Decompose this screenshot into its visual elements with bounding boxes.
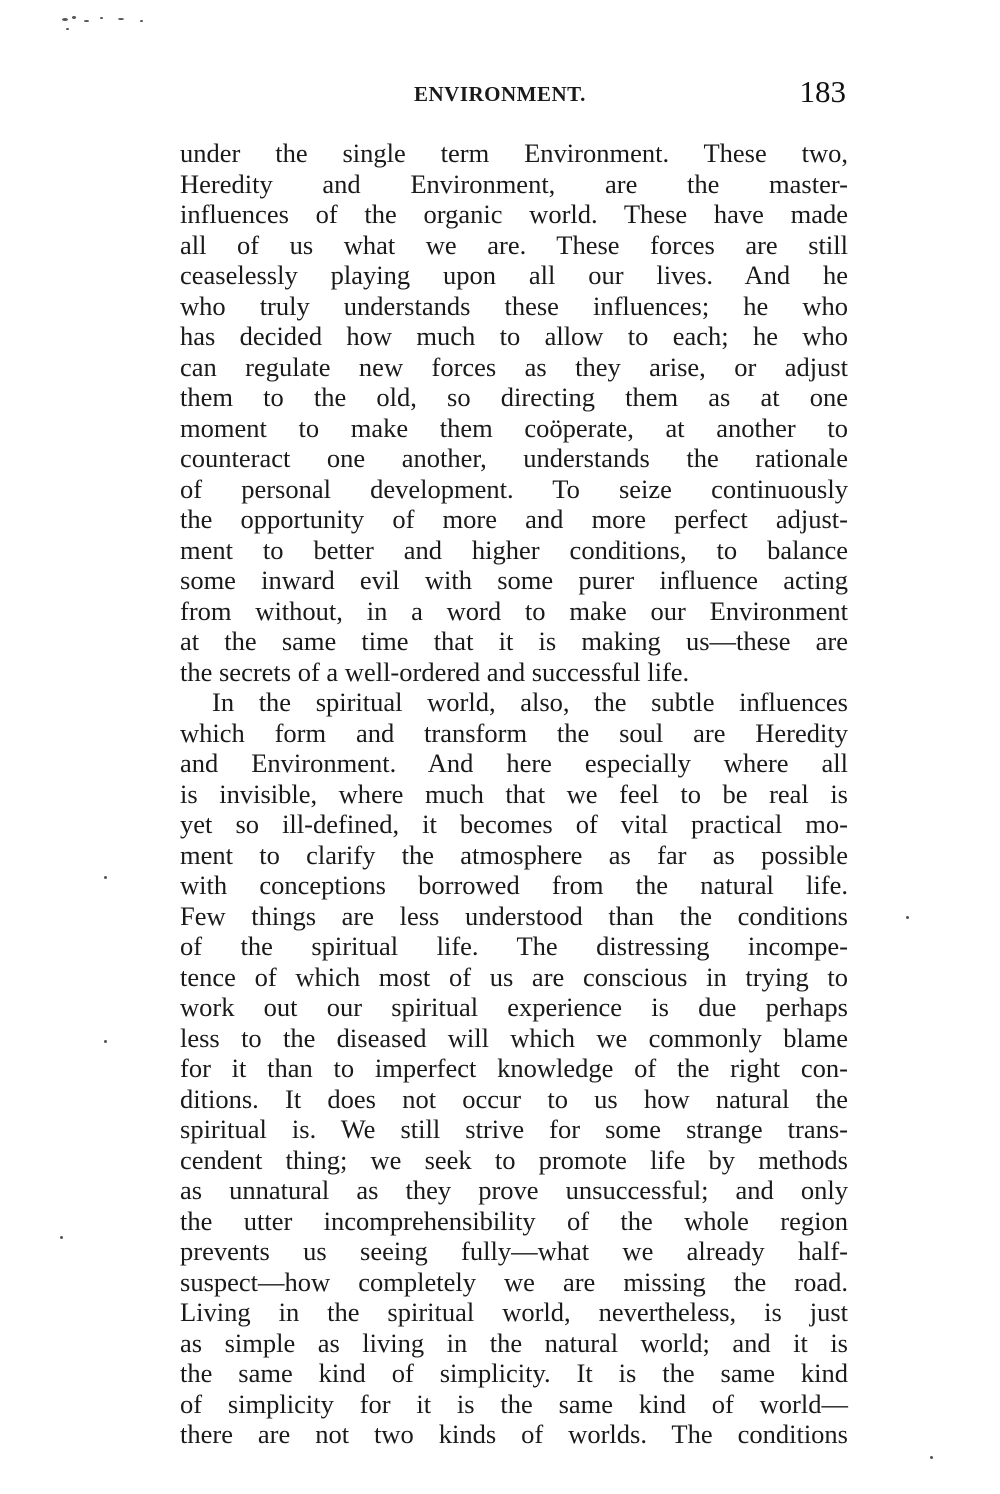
text-line: of the spiritual life. The distressing incompe- (180, 931, 848, 961)
text-line: tence of which most of us are conscious in trying to (180, 961, 848, 992)
text-line: the same kind of simplicity. It is the same kind (180, 1358, 848, 1388)
text-line: of personal development. To seize continuously (180, 473, 848, 504)
text-line: Heredity and Environment, are the master- (180, 168, 848, 199)
speck (140, 20, 143, 22)
text-line: for it than to imperfect knowledge of the right con- (180, 1053, 848, 1083)
text-line: who truly understands these influences; he who (180, 290, 848, 321)
text-line: less to the diseased will which we commonly blame (180, 1022, 848, 1053)
speck (60, 1236, 63, 1239)
text-line: ceaselessly playing upon all our lives. And he (180, 260, 848, 290)
speck (104, 876, 107, 879)
text-line: from without, in a word to make our Environment (180, 595, 848, 626)
text-line: counteract one another, understands the rationale (180, 443, 848, 473)
text-line: which form and transform the soul are Heredity (180, 717, 848, 748)
text-line: ditions. It does not occur to us how natural the (180, 1083, 848, 1114)
text-line: cendent thing; we seek to promote life by methods (180, 1144, 848, 1175)
text-line: can regulate new forces as they arise, or adjust (180, 351, 848, 382)
text-line: Few things are less understood than the conditions (180, 900, 848, 931)
text-line: influences of the organic world. These have made (180, 199, 848, 229)
speck (84, 20, 89, 22)
text-line: all of us what we are. These forces are still (180, 229, 848, 260)
text-line: suspect—how completely we are missing the road. (180, 1266, 848, 1297)
speck (930, 1456, 933, 1459)
text-line: the opportunity of more and more perfect adjust- (180, 504, 848, 534)
speck (66, 28, 69, 30)
text-line: at the same time that it is making us—these are (180, 626, 848, 656)
text-line: spiritual is. We still strive for some strange trans- (180, 1114, 848, 1144)
text-line: moment to make them coöperate, at another to (180, 412, 848, 443)
text-line: as simple as living in the natural world; and it is (180, 1327, 848, 1358)
text-line: them to the old, so directing them as at one (180, 382, 848, 412)
text-line: of simplicity for it is the same kind of world— (180, 1388, 848, 1419)
page-header (180, 74, 848, 114)
body-text (180, 138, 848, 1450)
text-line: is invisible, where much that we feel to be real is (180, 778, 848, 809)
paragraph (180, 138, 848, 687)
page-number: 183 (799, 74, 846, 109)
text-line: prevents us seeing fully—what we already half- (180, 1236, 848, 1266)
running-head: ENVIRONMENT. (414, 82, 586, 106)
text-line: under the single term Environment. These two, (180, 138, 848, 168)
text-line: In the spiritual world, also, the subtle influences (212, 687, 848, 717)
text-line: Living in the spiritual world, nevertheless, is just (180, 1297, 848, 1327)
text-line: as unnatural as they prove unsuccessful; and only (180, 1175, 848, 1205)
text-line: ment to clarify the atmosphere as far as possible (180, 839, 848, 870)
text-line: some inward evil with some purer influence acting (180, 565, 848, 595)
text-line: ment to better and higher conditions, to balance (180, 534, 848, 565)
text-line: the utter incomprehensibility of the whole region (180, 1205, 848, 1236)
text-line: has decided how much to allow to each; he who (180, 321, 848, 351)
speck (104, 1040, 107, 1043)
speck (118, 18, 124, 20)
text-line: there are not two kinds of worlds. The conditions (180, 1419, 848, 1449)
speck (62, 18, 68, 21)
text-line: work out our spiritual experience is due perhaps (180, 992, 848, 1022)
text-line: and Environment. And here especially where all (180, 748, 848, 778)
paragraph (180, 687, 848, 1450)
speck (906, 916, 909, 919)
text-line: the secrets of a well-ordered and successful life. (180, 656, 690, 687)
text-line: yet so ill-defined, it becomes of vital practical mo- (180, 809, 848, 839)
text-line: with conceptions borrowed from the natural life. (180, 870, 848, 900)
speck (72, 16, 76, 19)
speck (100, 17, 103, 19)
